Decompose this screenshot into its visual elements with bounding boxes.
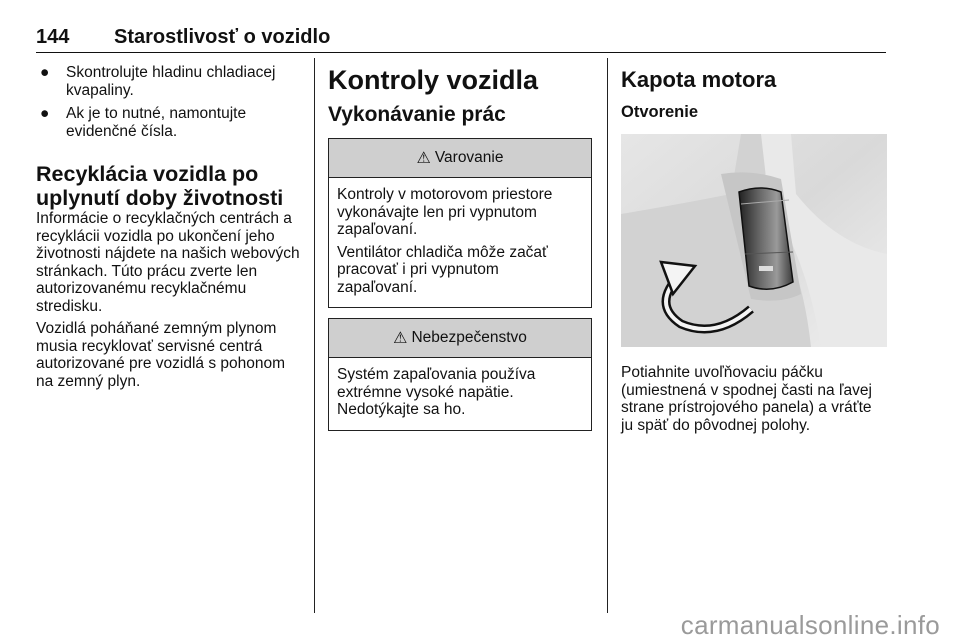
hood-heading: Kapota motora xyxy=(621,67,777,92)
bullet-dot: ● xyxy=(40,105,50,122)
danger-box-body: Systém zapaľovania používa extrémne vysoké napätie. Nedotýkajte sa ho. xyxy=(337,366,536,418)
danger-box-header xyxy=(329,319,591,358)
opening-heading: Otvorenie xyxy=(621,103,699,121)
warning-box xyxy=(328,138,592,308)
warning-title: Varovanie xyxy=(434,149,504,166)
bullet-item: ● Skontrolujte hladinu chladiacej kvapaliny. xyxy=(40,64,276,99)
danger-box xyxy=(328,318,592,431)
performing-work-heading: Vykonávanie prác xyxy=(328,103,506,126)
column-right xyxy=(621,64,887,439)
danger-title: Nebezpečenstvo xyxy=(411,329,527,346)
recycling-paragraph-2: Vozidlá poháňané zemným plynom musia recyklovať servisné centrá autorizované pre vozidlá s pohonom na zemný plyn. xyxy=(36,320,286,390)
warning-triangle-icon: ⚠ xyxy=(416,150,431,167)
page-header xyxy=(36,22,886,53)
bullet-item: ● Ak je to nutné, namontujte evidenčné čísla. xyxy=(40,105,247,140)
hood-instruction: Potiahnite uvoľňovaciu páčku (umiestnená v spodnej časti na ľavej strane prístrojového panela) a vráťte ju späť do pôvodnej polohy. xyxy=(621,364,872,434)
column-left xyxy=(36,64,302,395)
column-middle xyxy=(328,64,592,441)
hood-release-lever-photo xyxy=(621,134,887,347)
page-number: 144 xyxy=(36,26,70,48)
bullet-dot: ● xyxy=(40,64,50,81)
recycling-paragraph-1: Informácie o recyklačných centrách a recyklácii vozidla po ukončení jeho životnosti nájdete na našich webových stránkach. Túto prácu zverte len autorizovanému recyklačnému stredisku. xyxy=(36,210,300,315)
warning-box-header xyxy=(329,139,591,178)
running-title: Starostlivosť o vozidlo xyxy=(114,26,331,48)
column-divider-2 xyxy=(607,58,608,613)
warning-triangle-icon: ⚠ xyxy=(393,330,408,347)
vehicle-checks-heading: Kontroly vozidla xyxy=(328,65,539,95)
column-divider-1 xyxy=(314,58,315,613)
watermark: carmanualsonline.info xyxy=(680,610,940,640)
warning-box-body: Kontroly v motorovom priestore vykonávajte len pri vypnutom zapaľovaní. Ventilátor chladiča môže začať pracovať i pri vypnutom zapaľovaní. xyxy=(337,186,553,296)
recycling-heading: Recyklácia vozidla po uplynutí doby životnosti xyxy=(36,162,284,210)
